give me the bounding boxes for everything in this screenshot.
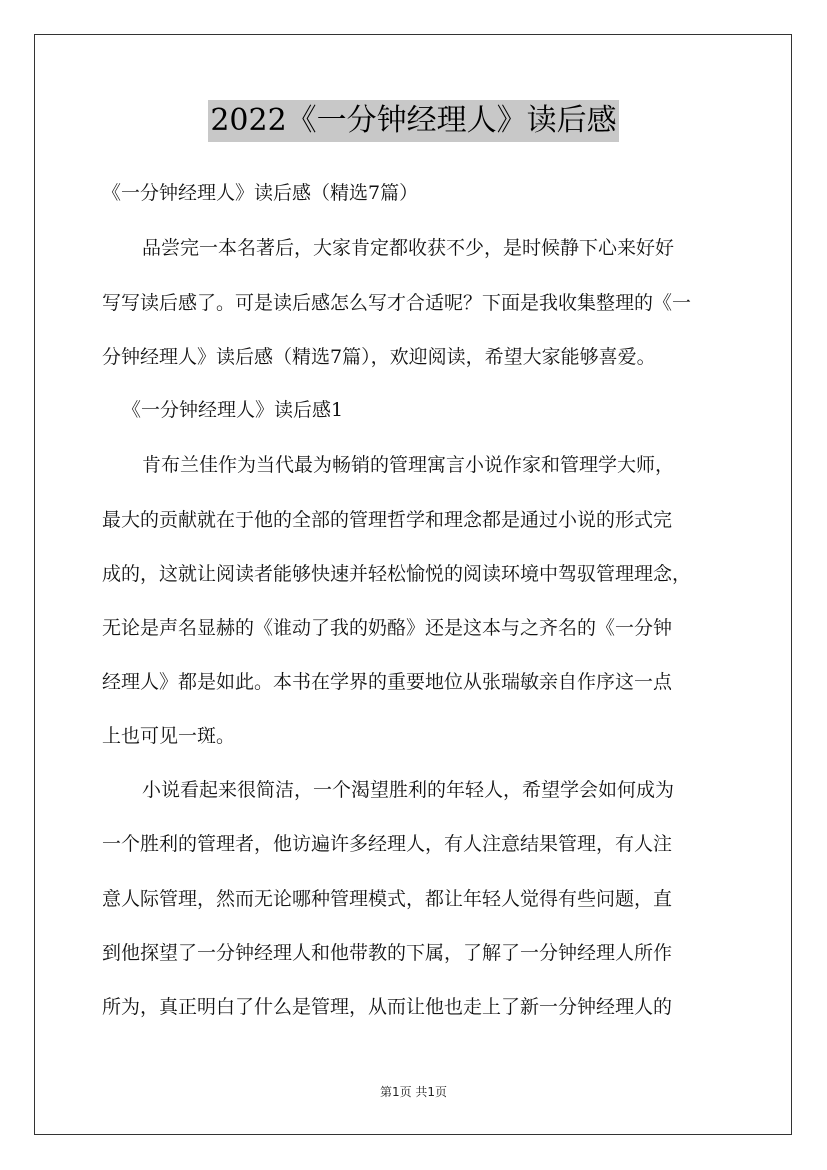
paragraph-line: 无论是声名显赫的《谁动了我的奶酪》还是这本与之齐名的《一分钟 [102,617,673,639]
paragraph-line: 最大的贡献就在于他的全部的管理哲学和理念都是通过小说的形式完 [102,509,673,531]
document-subtitle: 《一分钟经理人》读后感（精选7篇） [102,182,419,204]
paragraph-line: 小说看起来很简洁，一个渴望胜利的年轻人，希望学会如何成为 [142,779,675,801]
title-container [0,100,827,142]
paragraph-line: 一个胜利的管理者，他访遍许多经理人，有人注意结果管理，有人注 [102,833,673,855]
paragraph-line: 所为，真正明白了什么是管理，从而让他也走上了新一分钟经理人的 [102,996,673,1018]
paragraph-line: 成的，这就让阅读者能够快速并轻松愉悦的阅读环境中驾驭管理理念， [102,563,692,585]
section-heading: 《一分钟经理人》读后感1 [122,399,344,421]
page-footer: 第1页 共1页 [379,1085,448,1099]
document-title: 2022《一分钟经理人》读后感 [208,100,618,142]
intro-line: 品尝完一本名著后，大家肯定都收获不少，是时候静下心来好好 [142,237,675,259]
intro-line: 分钟经理人》读后感（精选7篇），欢迎阅读，希望大家能够喜爱。 [102,346,656,368]
paragraph-line: 经理人》都是如此。本书在学界的重要地位从张瑞敏亲自作序这一点 [102,671,673,693]
paragraph-line: 意人际管理，然而无论哪种管理模式，都让年轻人觉得有些问题，直 [102,888,673,910]
intro-line: 写写读后感了。可是读后感怎么写才合适呢？下面是我收集整理的《一 [102,292,692,314]
paragraph-line: 到他探望了一分钟经理人和他带教的下属，了解了一分钟经理人所作 [102,942,673,964]
paragraph-line: 肯布兰佳作为当代最为畅销的管理寓言小说作家和管理学大师， [142,454,675,476]
paragraph-line: 上也可见一斑。 [102,725,236,747]
